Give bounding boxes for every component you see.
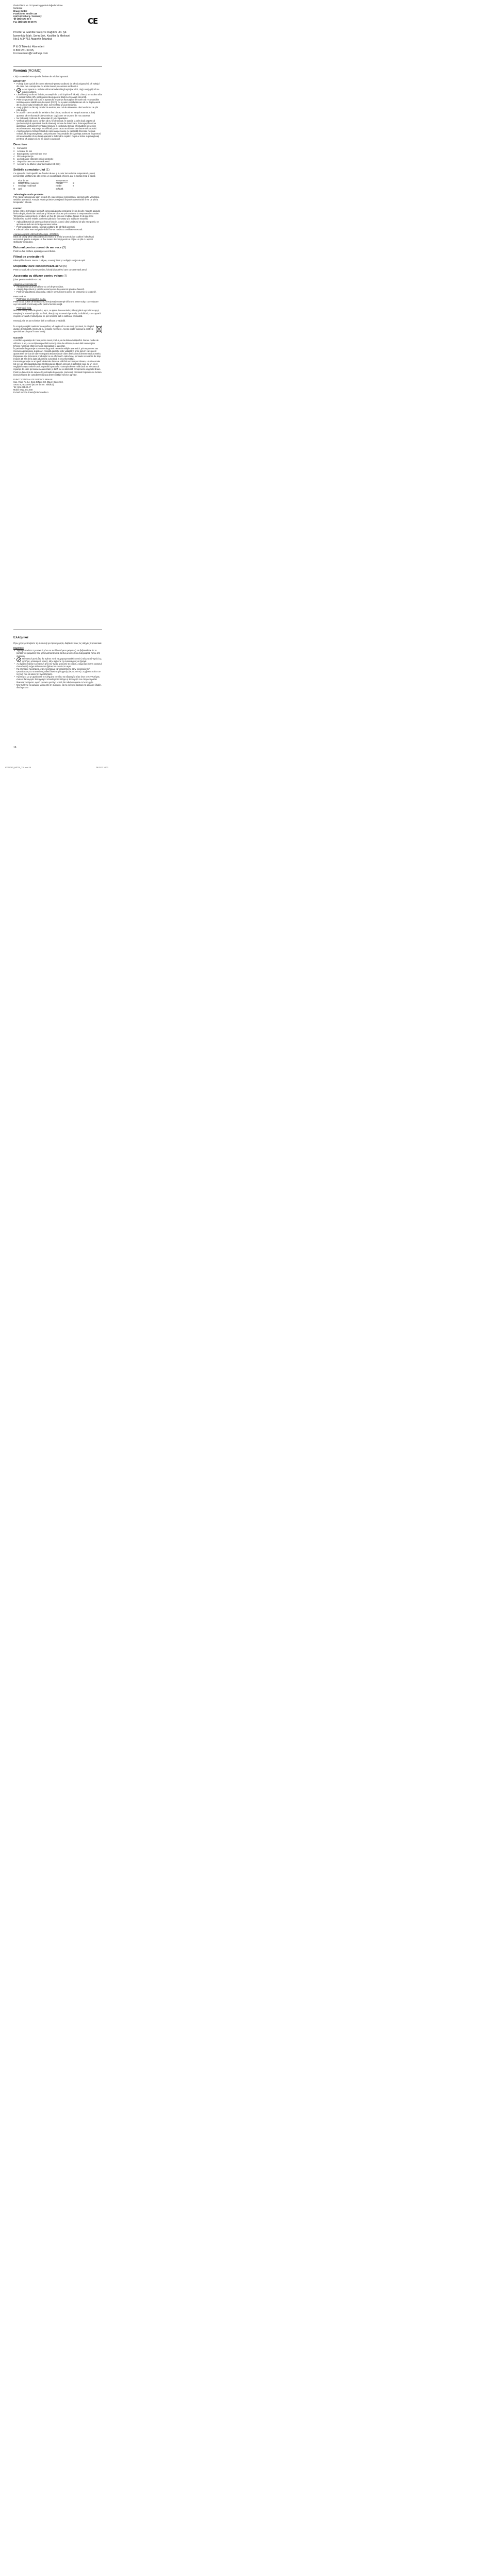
warning-row	[17, 88, 102, 93]
list-item: • Acest produs nu trebuie folosit de copii sau persoane cu capacităţi fizicesau mentale reduse, fără supravegherea unei persoane responsabile de siguranţa acestora! În general, vă recomandăm să nu lăsaţi aparatul la îndemâna copiilor. Copiii ar trebui supravegheaţi pentru a vă asigura că nu se joacă cu aparatul.	[17, 130, 102, 140]
list-item: • Folosiţi doar o priză de curent alternativ pentru uscătorul de păr şi asiguraţi-vă că voltajul din casa dvs. corespunde cu acela marcat pe carcasa uscătorului.	[17, 82, 102, 88]
importer-line: Üretici firma ve CE işareti uygunluk değerlendirme	[13, 4, 63, 7]
list-item: • Când folosiţi uscătorul în baie, scoateţi-l din priză după ce îl folosiţi. Chiar şi un uscător aflat în poziţia închis (off), poate prezenta un pericol dacă nu-l scoateţi din priză.	[17, 93, 102, 98]
table-header: Flux de aer	[18, 179, 29, 182]
hotline-line: P & G Tüketici Hizmetleri	[13, 45, 44, 48]
table-row: I ventilaţie moderată medie II	[13, 184, 74, 188]
setarile-heading: Setările comutatorului (1)	[13, 168, 50, 172]
procter-line: Procter & Gamble Satış ve Dağıtım Ltd. Şti.	[13, 31, 67, 34]
important-list	[13, 82, 102, 140]
ce-mark: CE	[88, 16, 98, 26]
no-water-icon	[17, 88, 21, 93]
environment-text: În scopul protejării mediului înconjurător, vă rugăm să nu aruncaţi produsul, la sfârşitul duratei de folosinţă, împreună cu resturile menajere. Aceste poate fi depus la centrele specializate din ţara în care locuiţi.	[13, 325, 94, 333]
accesoriu-heading: Accesoriu cu difuzor pentru volum (7)	[13, 274, 68, 278]
list-item: • Για επιπλέον προστασία, σας συνιστούμε να τοποθετήσετε στην ηλεκτρολογική εγκατάσταση του σπιτιού σας ειδικό διακόπτη διαρροής (RCD 30 mA). Συμβουλευτείτε τον τεχνικό που θα κάνει την εγκατάσταση.	[17, 668, 102, 675]
setarile-text: Cu ajutorul a două ajustări ale fluxului de aer şi a celor trei setări de temperatură, puteţi personaliza uscătorul de păr pentru un coafat rapid, eficient, dar în acelaşi timp şi blând.	[13, 172, 96, 178]
satin-heading: Tehnologia «satin protect»	[13, 193, 44, 196]
list-item: • Χρησιμοποιείστε τη συσκευή μόνο σε εναλλασσόμενο ρεύμα (~) και βεβαιωθείτε ότι το βολτάζ του ρεύματος που χρήσιμοποιείτε είναι το ίδιο με αυτό που αναγράφεται πάνω στη συσκευή.	[17, 649, 102, 657]
scurt-heading: Pentru păr scurt până la mediu.	[17, 298, 46, 301]
list-item	[17, 657, 102, 663]
braun-line: Frankfurter Straße 145	[13, 12, 37, 15]
page-number: 16	[13, 746, 17, 749]
environment-row	[13, 325, 102, 333]
importer-line: kuruluşu:	[13, 7, 23, 10]
procter-line: İçerenköy Mah. Serin Sok. Kosifler İş Merkezi	[13, 34, 70, 38]
list-item: 7 Accesoriu cu difuzor (doar la modelul HD 730)	[13, 163, 60, 166]
braun-line: 61476 Kronberg / Germany	[13, 15, 42, 18]
important-heading: IMPORTANT	[13, 80, 26, 83]
braun-line: Braun GmbH	[13, 9, 27, 12]
list-item	[17, 88, 102, 93]
list-item: • Pentru o protecţie mai bună a aparatului împotriva fluctuaţiilor de curent vă recomandăm instalarea unui stabilizator de curent (RCD), cu o putere reziduală care să nu depăşească 30 mA în circuitul electric din baie. Cereţi sfatul unui profesionist.	[17, 98, 102, 106]
warning-row	[17, 657, 102, 663]
iontec-list	[13, 221, 102, 231]
table-header: Temperatura	[56, 179, 68, 182]
iontec-heading: IONTEC	[13, 207, 23, 210]
garantie-heading: Garanţie	[13, 336, 23, 339]
notice-text: Instrucţiunile se pot schimba fără o notificare prealabilă.	[13, 319, 66, 322]
list-item: 6 Dispozitiv care concentrează aerul	[13, 160, 50, 163]
scurt-text: Pentru a da volum de la rădăcină, direcţionaţi cu atenţie difuzorul peste scalp, cu o mişcare uşor circulară. Continuaţi astfel pentru fiecare şuviţă.	[13, 300, 99, 306]
intro-text: Citiţi cu atenţie instrucţiunile, înainte de a folosi aparatul.	[13, 75, 69, 78]
list-item: • Verificaţi periodic acest cordon să nu fie deteriorat. În special la cele două capete: al ştecherului şi al aparatului. Dacă observaţi semne de deteriorare, întrerupeţi folosirea aparatului. Verificarea/eventuala înlocuire a cordonului trebuie efectuată la un service autorizat Braun. Reparaţia necalificată poate cauza accidente sau daune utilizatorului.	[17, 120, 102, 130]
section-title: Ελληνικά	[13, 636, 28, 639]
garantie-paragraph: Pentru a beneficia de service în perioada de garanţie, prezentaţi produsul împreună cu factura (bonul/chitanţa de cumpărare) la una dintre unităţile service agreate.	[13, 370, 102, 376]
list-item: • Ataşaţi dispozitivul şi rotiţi în sensul acelor de ceasornic până se fixează.	[17, 288, 102, 291]
list-item: • Pentru rezultate optime, utilizaţi uscătorul de păr fără accesorii.	[17, 226, 102, 228]
hotline-line: trconsumers@custhelp.com	[13, 52, 48, 56]
section-title-text: Română	[13, 69, 27, 73]
list-item: • Aliniaţi terminul de pe difuzor cu cel de pe uscător,	[17, 285, 102, 288]
list-item: • Efectul ionilor este mai puţin vizibil într-un mediu cu umiditate crescută.	[17, 228, 102, 231]
satin-text: Prin ridicarea butonului satin protect (2), puteţi reduce temperatura, sporind astfel varietatea setărilor aparatului. Funcţia: «satin protect» protejează împotriva deteriorării firele de păr la temperaturi ridicate.	[13, 196, 100, 204]
atasare-heading: Ataşarea accesoriului (b)	[13, 282, 37, 285]
list-item: • Pentru îndepărtarea difuzorului, rotiţi în sensul invers acelor de ceasornic şi scoateţi-l.	[17, 291, 102, 293]
section-title-suffix: (RO/MD)	[27, 69, 42, 73]
important-heading: Σημαντικό	[13, 647, 24, 650]
filtru-heading: Filtrul de protecţie (4)	[13, 256, 44, 259]
no-water-icon	[17, 657, 21, 662]
hotline-line: 0 800 261 63 65,	[13, 48, 35, 52]
ellinika-section	[13, 636, 102, 689]
accesoriu-subtitle: (doar pentru modelul HD 730)	[13, 278, 42, 281]
list-item: 1 Comutator	[13, 147, 27, 150]
footer-date: 28.03.12 14:32	[96, 767, 108, 769]
important-list	[13, 649, 102, 688]
print-footer	[5, 767, 108, 769]
iontec-footnote-heading: Aranjarea optimă utilizând tehnologia «IONTEC»	[13, 232, 59, 235]
iontec-text: Iontec este o tehnologie specială concepută pentru protejarea firelor de păr. Aceasta asigură, firelor de păr, nivelul de umiditate şi hidratare distruse prin coafarea la temperaturi excesive.	[13, 210, 101, 215]
list-item: 2 Activator de ioni	[13, 149, 32, 152]
list-item: • În cazul în care canalul de aerisire a fost blocat, uscătorul se va opri automat. Lăsaţi aparatul să se răcească câteva minute, după care se va porni din nou automat.	[17, 111, 102, 116]
buton-rece-text: Pentru a fixa coafura, apăsaţi pe acest buton.	[13, 250, 56, 253]
list-item: • Nu înfăşuraţi cordonul de alimentare în jurul aparatului.	[17, 117, 102, 120]
filtru-text: Păstraţi filtrul curat. Pentru curăţare, scoateţi filtrul şi curăţaţi-l sub jet de apă.	[13, 259, 86, 262]
descriere-list	[13, 147, 102, 165]
braun-line: Fax (49) 6173 30 28 75	[13, 20, 37, 23]
warning-text: • Η συσκευή αυτή δεν θα πρέπει ποτέ να χρησιμοποιηθεί κοντά ή πάνω από νερό (π.χ. νιπτήρα, μπανιέρα ή ντους). Μην αφήσετε τη συσκευή σας να βραχεί.	[22, 657, 102, 663]
iontec-footnote-text: Dacă vă uscaţi părul utilizând un accesoriu, la finalul procesului de coafare îndepărtaţi accesoriul, pentru a asigura un flux maxim de ioni şi pentru a obţine un păr cu aspect strălucitor şi sănătos.	[13, 235, 94, 244]
romana-section	[13, 69, 102, 394]
footer-file: 92250393_HD730_710.indd 16	[5, 767, 31, 769]
list-item: • Μην τυλίγετε το καλώδιο γύρω από τη συσκευή. Να το ελέγχετε τακτικά για φθορά ή βλάβη, ιδιαίτερα στο	[17, 684, 102, 689]
list-item: 5 Led indicator eliberare ioni de protecţie	[13, 157, 54, 160]
section-title	[13, 69, 102, 73]
warning-text: • Acest aparat nu trebuie utilizat niciodată lângă apă (ex: căzi, duş)! Aveţi grijă să nu udaţi uscătorul.	[22, 88, 100, 93]
iontec-text: Tehnologia «satin protect» produce un flux de ioni care învăluie fiecare fir de păr. Ionii îmblânzesc buclele rebele, conferind părului o frumuseţe şi o strălucire naturală.	[13, 215, 93, 221]
manual-page	[0, 0, 111, 773]
lung-heading: Pentru păr lung.	[17, 307, 32, 310]
dispozitiv-heading: Dispozitiv care concentrează aerul (6)	[13, 265, 67, 268]
procter-line: No:3 A 34752 Ataşehir, İstanbul	[13, 38, 52, 41]
lung-text: Mai întâi uscaţi vârfurile părului, apoi, cu ajutorul accesoriului, ridicaţi părul uşor către cap şi menţineţi în această poziţie. La final, direcţionaţi accesoriul pe scalp, la rădăcină, cu o uşoară mişcare circulară. Instrucţiunile se pot schimba fără o notificare prealabilă.	[13, 309, 101, 317]
intro-text: Πριν χρησιμοποιήσετε τη συσκευή για πρώτη φορά, διαβάστε όλες τις οδηγίες προσεκτικά.	[13, 642, 102, 645]
list-item: 3 Buton pentru curent de aer rece	[13, 152, 47, 155]
list-item: • Apăsaţi butonul (2) pentru activarea funcţiei. Atunci când uscătorul de păr este pornit, se aprinde un led care indică generarea ionilor.	[17, 221, 102, 226]
table-row: O oprit scăzută I	[13, 187, 74, 190]
braun-line: ☏ (49) 6173 30 0	[13, 18, 31, 21]
settings-table	[13, 179, 78, 190]
table-row: II curent de aer puternic ridicată III	[13, 182, 75, 185]
volum-heading: Pentru volum	[13, 295, 26, 298]
dispozitiv-text: Pentru o coafură cu forme precise, folosiţi dispozitivul care concentrează aerul.	[13, 268, 87, 272]
garantie-paragraph: Acordăm o garanţie de 2 ani pentru acest produs, de la data achiziţionării. Durata medie de utilizare: 5 ani, cu condiţia respectării instrucţiunilor de utilizare şi efectuării intervenţiilor tehnice numai de către personal specializat şi autorizat.	[13, 339, 99, 347]
garantie-paragraph: Prezenta garanţie nu acoperă: defectele datorate utilizării necorespunzătoare, uzurii normale (de ex: ale sitei aparatului sau ale blocului de tăiere), precum şi defectele care au un efect neglijabil asupra valorii sau funcţionării aparatului. Garanţia devine nulă dacă se efectuează reparaţii de către persoane neautorizate şi dacă nu se utilizează componente originale Braun.	[13, 360, 101, 371]
list-item: 4 Filtru de protecţie	[13, 155, 34, 158]
list-item: • Aveţi grijă să nu blocaţi canalul de aerisire, sau cel de alimentare când uscătorul de păr este pornit.	[17, 106, 102, 111]
garantie-paragraph: În perioada de garanţie vom remedia gratuit neconformităţile aparatului, prin repararea sau înlocuirea produsului, după caz. Această garanţie este valabilă în orice ţara în care acest aparat este furnizat de către compania Braun sau de către distribuitorul desemnat al acesteia. Repararea sau înlocuirea produselor se va efectua în cadrul unei perioade rezonabile de timp (maxim 15 zile de la data aducerii la cunoştinţă a neconformităţii).	[13, 347, 101, 361]
buton-rece-heading: Butonul pentru curent de aer rece (3)	[13, 246, 66, 250]
descriere-heading: Descriere	[13, 143, 27, 147]
hotline-block	[13, 45, 102, 56]
list-item: • Αν βγάζετε πάντα τη συσκευή από την πρίζα μετά από τη χρήση. Ακόμα και όταν η συσκευή είναι κλειστή ενέχει κίνδυνο όταν βρίσκεται κοντά στο νερό.	[17, 663, 102, 668]
list-item: • Προσέχετε να μη φράσσετε τα πλέγματα εισόδου και εξαγωγής αέρα όταν ο στεγνωτήρας είναι σε λειτουργία. Εάν φραχτεί οποιοδήποτε πλέγμα η λειτουργία του στεγνωτήρα θα διακοπεί αυτόματα. Αφού κρυώσει για λίγα λεπτά, θα τεθεί αυτόματα σε λειτουργία.	[17, 675, 102, 683]
service-contact: PUNCT CENTRAL DE SERVICE BRAUN Sos. Viilor, Nr. 14, Corp Clădire C2, Etaj 2, Birou nr.3, Sector 5, Bucuresti (acces din Str. Năsăud) Tel: 021-224.00.47 Mobil: 0722.541.548 E-mail: service.braun@interbrands.ro	[13, 378, 63, 394]
crossed-bin-icon	[96, 325, 102, 333]
procter-block	[13, 31, 102, 41]
